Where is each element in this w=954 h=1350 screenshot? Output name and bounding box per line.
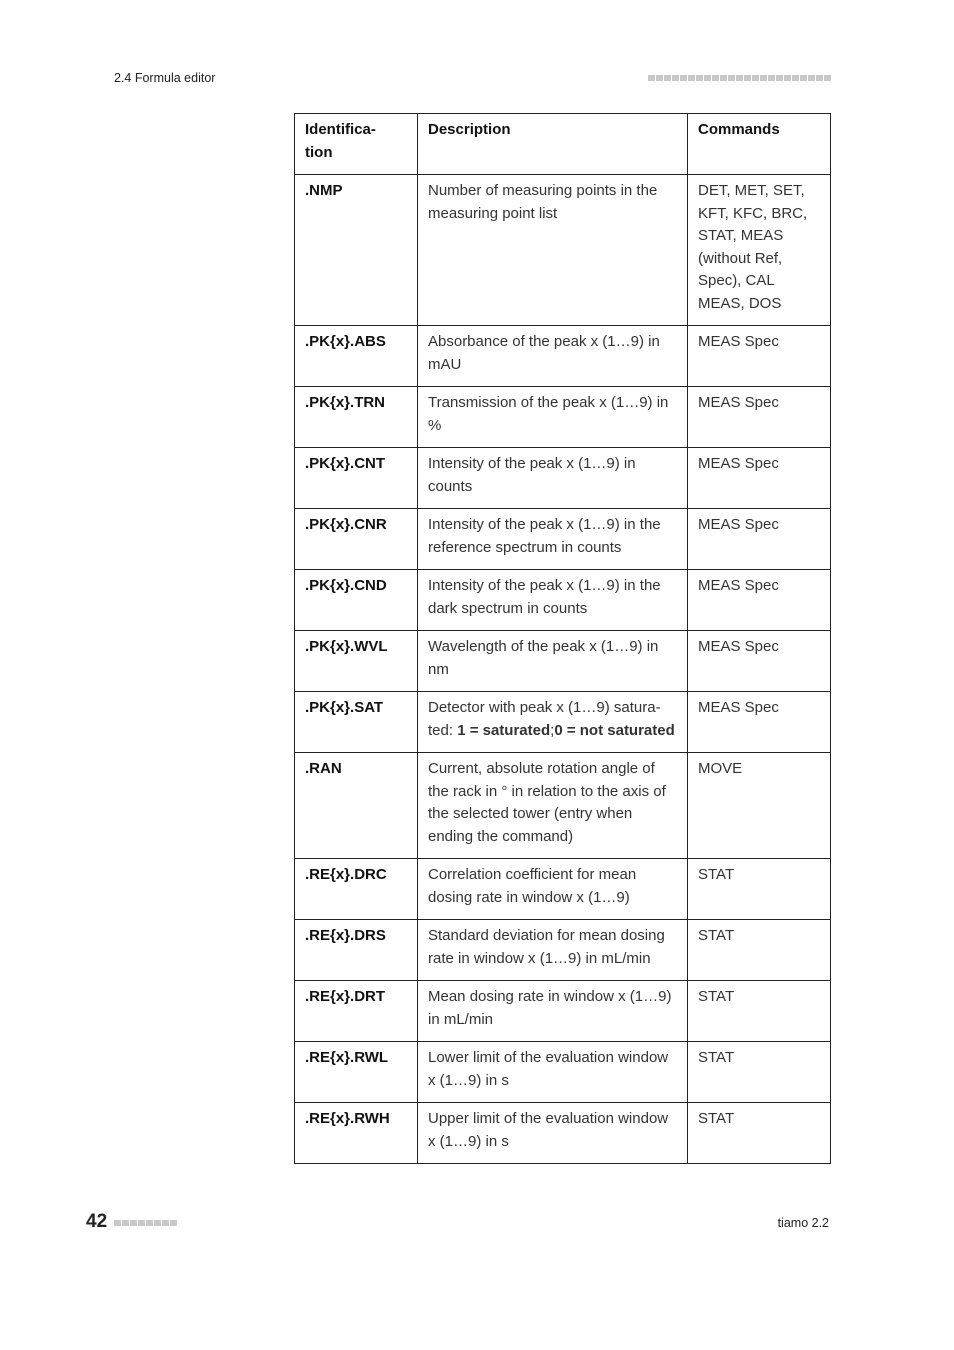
row-commands: MOVE [688,753,831,859]
decorative-dot [728,75,735,81]
row-identification: .RE{x}.DRC [295,859,418,920]
column-header-commands: Commands [688,114,831,175]
row-commands: MEAS Spec [688,448,831,509]
row-identification: .NMP [295,175,418,326]
table-row [295,509,831,570]
row-identification: .PK{x}.CND [295,570,418,631]
decorative-dot [760,75,767,81]
description-separator: ; [550,721,555,739]
row-description: Intensity of the peak x (1…9) in the dark spectrum in counts [418,570,688,631]
column-header-identification-text: Identifica- tion [305,121,376,161]
table-row [295,387,831,448]
header-decorative-dots [648,75,831,81]
row-description: Correlation coefficient for mean dosing rate in window x (1…9) [418,859,688,920]
row-description: Mean dosing rate in window x (1…9) in mL/min [418,981,688,1042]
decorative-dot [680,75,687,81]
row-commands: STAT [688,1042,831,1103]
row-identification: .RE{x}.DRS [295,920,418,981]
decorative-dot [162,1220,169,1226]
decorative-dot [768,75,775,81]
row-commands: STAT [688,981,831,1042]
decorative-dot [704,75,711,81]
row-identification: .PK{x}.ABS [295,326,418,387]
row-identification: .PK{x}.WVL [295,631,418,692]
decorative-dot [648,75,655,81]
row-commands: STAT [688,1103,831,1164]
decorative-dot [122,1220,129,1226]
table-row [295,1103,831,1164]
table-row [295,1042,831,1103]
table-row [295,448,831,509]
description-bold-not-saturated: 0 = not saturated [554,721,675,739]
decorative-dot [800,75,807,81]
table-row [295,692,831,753]
decorative-dot [752,75,759,81]
decorative-dot [672,75,679,81]
decorative-dot [712,75,719,81]
row-commands: MEAS Spec [688,692,831,753]
row-description: Absorbance of the peak x (1…9) in mAU [418,326,688,387]
row-description [418,692,688,753]
decorative-dot [656,75,663,81]
row-identification: .PK{x}.TRN [295,387,418,448]
row-commands: MEAS Spec [688,631,831,692]
decorative-dot [808,75,815,81]
table-row [295,981,831,1042]
row-description: Standard deviation for mean dosing rate in window x (1…9) in mL/min [418,920,688,981]
table-header-row [295,114,831,175]
row-commands: STAT [688,859,831,920]
running-header-section: 2.4 Formula editor [114,71,216,85]
table-row [295,859,831,920]
product-name: tiamo 2.2 [777,1216,829,1230]
decorative-dot [720,75,727,81]
decorative-dot [138,1220,145,1226]
row-commands: MEAS Spec [688,326,831,387]
table-row [295,326,831,387]
decorative-dot [130,1220,137,1226]
decorative-dot [146,1220,153,1226]
row-description: Intensity of the peak x (1…9) in counts [418,448,688,509]
row-description: Lower limit of the evaluation window x (1…9) in s [418,1042,688,1103]
row-description: Number of measuring points in the measuring point list [418,175,688,326]
row-commands: DET, MET, SET, KFT, KFC, BRC, STAT, MEAS (without Ref, Spec), CAL MEAS, DOS [688,175,831,326]
row-identification: .PK{x}.CNT [295,448,418,509]
decorative-dot [776,75,783,81]
decorative-dot [784,75,791,81]
row-identification: .RAN [295,753,418,859]
row-identification: .RE{x}.RWL [295,1042,418,1103]
row-description: Current, absolute rotation angle of the rack in ° in relation to the axis of the selected tower (entry when ending the command) [418,753,688,859]
row-identification: .RE{x}.DRT [295,981,418,1042]
decorative-dot [114,1220,121,1226]
footer-decorative-dots [114,1220,177,1226]
row-description: Intensity of the peak x (1…9) in the reference spectrum in counts [418,509,688,570]
row-commands: STAT [688,920,831,981]
decorative-dot [170,1220,177,1226]
table-row [295,175,831,326]
row-identification: .RE{x}.RWH [295,1103,418,1164]
table-row [295,920,831,981]
identification-table [294,113,831,1164]
row-commands: MEAS Spec [688,387,831,448]
column-header-description: Description [418,114,688,175]
decorative-dot [816,75,823,81]
row-description: Transmission of the peak x (1…9) in % [418,387,688,448]
table-row [295,631,831,692]
table-row [295,753,831,859]
row-description: Wavelength of the peak x (1…9) in nm [418,631,688,692]
table-row [295,570,831,631]
row-identification: .PK{x}.SAT [295,692,418,753]
column-header-identification [295,114,418,175]
row-commands: MEAS Spec [688,509,831,570]
row-commands: MEAS Spec [688,570,831,631]
page-number: 42 [86,1211,108,1232]
description-text: Detector with peak x (1…9) saturated: [428,699,661,739]
description-bold-saturated: 1 = saturated [457,721,551,739]
row-description: Upper limit of the evaluation window x (1…9) in s [418,1103,688,1164]
decorative-dot [664,75,671,81]
decorative-dot [824,75,831,81]
decorative-dot [688,75,695,81]
decorative-dot [154,1220,161,1226]
decorative-dot [744,75,751,81]
decorative-dot [736,75,743,81]
decorative-dot [792,75,799,81]
decorative-dot [696,75,703,81]
row-identification: .PK{x}.CNR [295,509,418,570]
